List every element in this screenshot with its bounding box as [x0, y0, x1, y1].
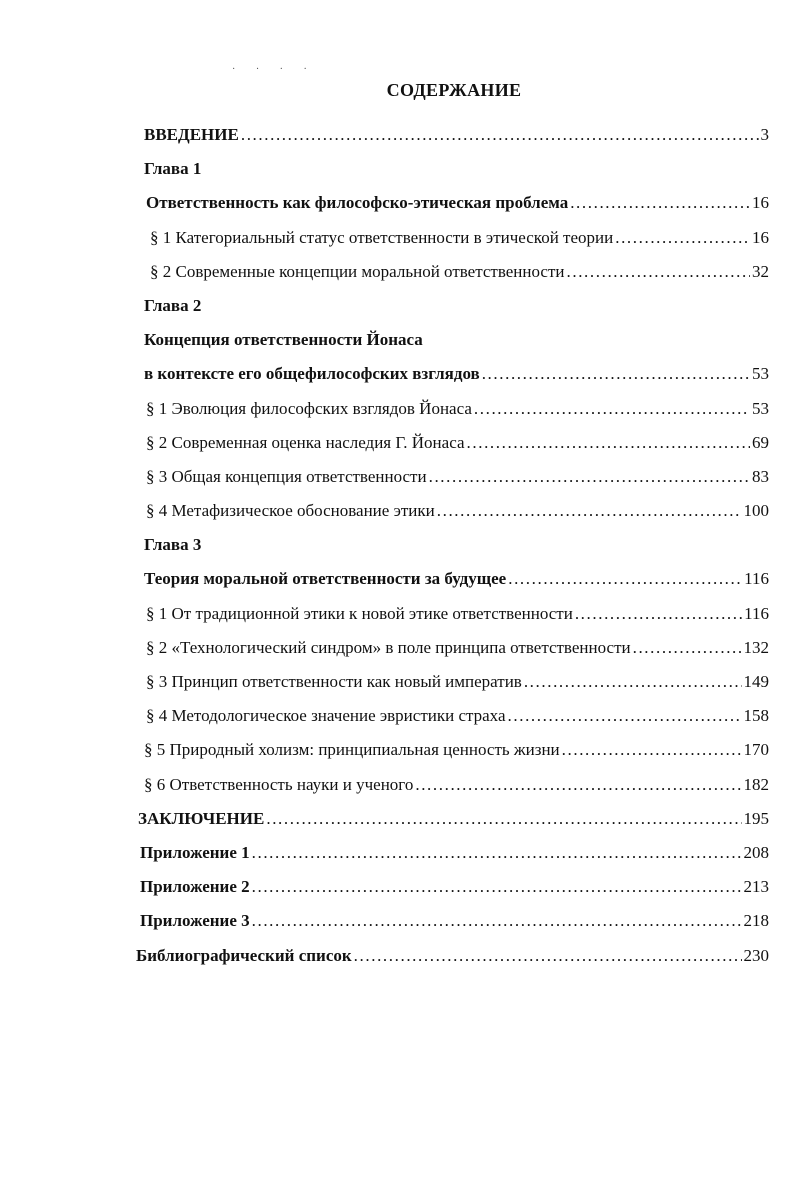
toc-page-number: 132 [743, 637, 769, 657]
toc-page-number: 195 [743, 808, 769, 828]
toc-page-number: 53 [752, 364, 769, 384]
toc-row-appendix-2 [0, 870, 797, 904]
toc-entry-appendix[interactable] [140, 870, 769, 904]
toc-row-chapter3-heading [0, 528, 797, 562]
toc-row-ch3-s1 [0, 597, 797, 631]
toc-entry-bibliography[interactable] [136, 939, 769, 973]
toc-entry-label: § 2 Современная оценка наследия Г. Йонаса [146, 432, 465, 452]
toc-entry-conclusion[interactable] [138, 802, 769, 836]
toc-page-number: 116 [744, 603, 769, 623]
page-title: СОДЕРЖАНИЕ [386, 80, 522, 100]
toc-page-number: 218 [743, 911, 769, 931]
toc-page-number: 83 [752, 466, 769, 486]
toc-page-number: 182 [743, 774, 769, 794]
toc-entry-section[interactable] [146, 392, 769, 426]
toc-entry-section[interactable] [146, 426, 769, 460]
toc-page-number: 170 [743, 740, 769, 760]
toc-leader-dots [482, 357, 750, 391]
toc-page-number: 100 [743, 501, 769, 521]
toc-row-ch3-s4 [0, 699, 797, 733]
toc-entry-chapter1-title[interactable] [146, 186, 769, 220]
toc-leader-dots [437, 494, 742, 528]
toc-entry-label: Приложение 3 [140, 911, 250, 931]
toc-row-chapter3-title [0, 562, 797, 596]
toc-entry-label: § 5 Природный холизм: принципиальная ценность жизни [144, 740, 560, 760]
toc-entry-chapter2-title[interactable] [144, 357, 769, 391]
toc-leader-dots [633, 631, 742, 665]
toc-page-number: 69 [752, 432, 769, 452]
toc-entry-label: § 1 От традиционной этики к новой этике ответственности [146, 603, 573, 623]
toc-row-conclusion [0, 802, 797, 836]
toc-page-number: 149 [743, 672, 769, 691]
toc-leader-dots [354, 939, 742, 973]
toc-row-introduction [0, 118, 797, 152]
toc-page-number: 158 [743, 706, 769, 726]
toc-row-ch3-s2 [0, 631, 797, 665]
toc-page-number: 3 [760, 125, 769, 144]
toc-entry-label: § 4 Метафизическое обоснование этики [146, 501, 435, 521]
table-of-contents [0, 118, 797, 973]
toc-entry-section[interactable] [144, 768, 769, 802]
toc-entry-label: Приложение 1 [140, 842, 250, 862]
toc-entry-label: Теория моральной ответственности за будущее [144, 569, 507, 589]
toc-entry-section[interactable] [150, 221, 769, 255]
toc-entry-section[interactable] [146, 631, 769, 665]
toc-entry-introduction[interactable] [144, 118, 769, 152]
toc-row-ch3-s5 [0, 733, 797, 767]
toc-entry-label: § 3 Принцип ответственности как новый императив [146, 672, 522, 691]
toc-leader-dots [241, 118, 759, 152]
toc-leader-dots [508, 699, 742, 733]
toc-leader-dots [567, 255, 751, 289]
toc-row-ch2-s1 [0, 392, 797, 426]
toc-entry-section[interactable] [146, 699, 769, 733]
toc-page-number: 32 [752, 261, 769, 281]
toc-row-chapter2-heading [0, 289, 797, 323]
toc-entry-label: Приложение 2 [140, 877, 250, 897]
toc-entry-label: Библиографический список [136, 945, 352, 965]
toc-leader-dots [524, 665, 742, 699]
toc-page-number: 116 [744, 569, 769, 589]
toc-row-bibliography [0, 939, 797, 973]
toc-row-ch2-s3 [0, 460, 797, 494]
toc-row-ch3-s3 [0, 665, 797, 699]
toc-entry-label: в контексте его общефилософских взглядов [144, 364, 480, 384]
toc-entry-label: ВВЕДЕНИЕ [144, 125, 239, 144]
toc-row-ch1-s2 [0, 255, 797, 289]
toc-page-number: 53 [752, 398, 769, 418]
toc-leader-dots [429, 460, 750, 494]
toc-entry-label: § 2 «Технологический синдром» в поле принципа ответственности [146, 637, 631, 657]
toc-row-appendix-1 [0, 836, 797, 870]
toc-entry-chapter3-title[interactable] [144, 562, 769, 596]
toc-leader-dots [615, 221, 750, 255]
toc-row-ch1-s1 [0, 221, 797, 255]
scan-specks: · · · · [232, 64, 316, 75]
toc-row-chapter2-title-line1 [0, 323, 797, 357]
toc-leader-dots [252, 904, 742, 938]
toc-row-chapter2-title [0, 357, 797, 391]
toc-entry-section[interactable] [146, 597, 769, 631]
toc-leader-dots [252, 836, 742, 870]
toc-row-ch2-s4 [0, 494, 797, 528]
toc-page-number: 213 [743, 877, 769, 897]
chapter-heading: Глава 1 [144, 159, 202, 179]
toc-entry-section[interactable] [144, 733, 769, 767]
toc-entry-section[interactable] [146, 665, 769, 699]
toc-leader-dots [467, 426, 750, 460]
toc-entry-appendix[interactable] [140, 904, 769, 938]
toc-entry-section[interactable] [146, 494, 769, 528]
toc-entry-label: § 6 Ответственность науки и ученого [144, 774, 414, 794]
toc-leader-dots [266, 802, 741, 836]
toc-leader-dots [474, 392, 750, 426]
toc-leader-dots [570, 186, 750, 220]
toc-entry-label: § 1 Эволюция философских взглядов Йонаса [146, 398, 472, 418]
toc-row-chapter1-heading [0, 152, 797, 186]
toc-entry-label: § 1 Категориальный статус ответственности в этической теории [150, 227, 614, 247]
toc-page-number: 230 [743, 945, 769, 965]
toc-row-chapter1-title [0, 186, 797, 220]
toc-leader-dots [252, 870, 742, 904]
toc-entry-section[interactable] [150, 255, 769, 289]
toc-entry-label: § 4 Методологическое значение эвристики страха [146, 706, 506, 726]
toc-leader-dots [562, 733, 742, 767]
toc-row-appendix-3 [0, 904, 797, 938]
chapter-heading: Глава 2 [144, 295, 202, 315]
toc-leader-dots [575, 597, 742, 631]
toc-entry-label: § 3 Общая концепция ответственности [146, 466, 427, 486]
toc-entry-section[interactable] [146, 460, 769, 494]
toc-row-ch3-s6 [0, 768, 797, 802]
chapter-heading: Глава 3 [144, 535, 202, 555]
toc-entry-appendix[interactable] [140, 836, 769, 870]
toc-page-number: 16 [752, 227, 769, 247]
toc-leader-dots [508, 562, 742, 596]
toc-entry-label: § 2 Современные концепции моральной ответственности [150, 261, 565, 281]
toc-page-number: 208 [743, 842, 769, 862]
toc-page-number: 16 [752, 193, 769, 213]
toc-entry-label: ЗАКЛЮЧЕНИЕ [138, 808, 265, 828]
toc-row-ch2-s2 [0, 426, 797, 460]
toc-leader-dots [415, 768, 741, 802]
toc-entry-label: Ответственность как философско-этическая проблема [146, 193, 569, 213]
chapter-title-line: Концепция ответственности Йонаса [144, 330, 423, 350]
